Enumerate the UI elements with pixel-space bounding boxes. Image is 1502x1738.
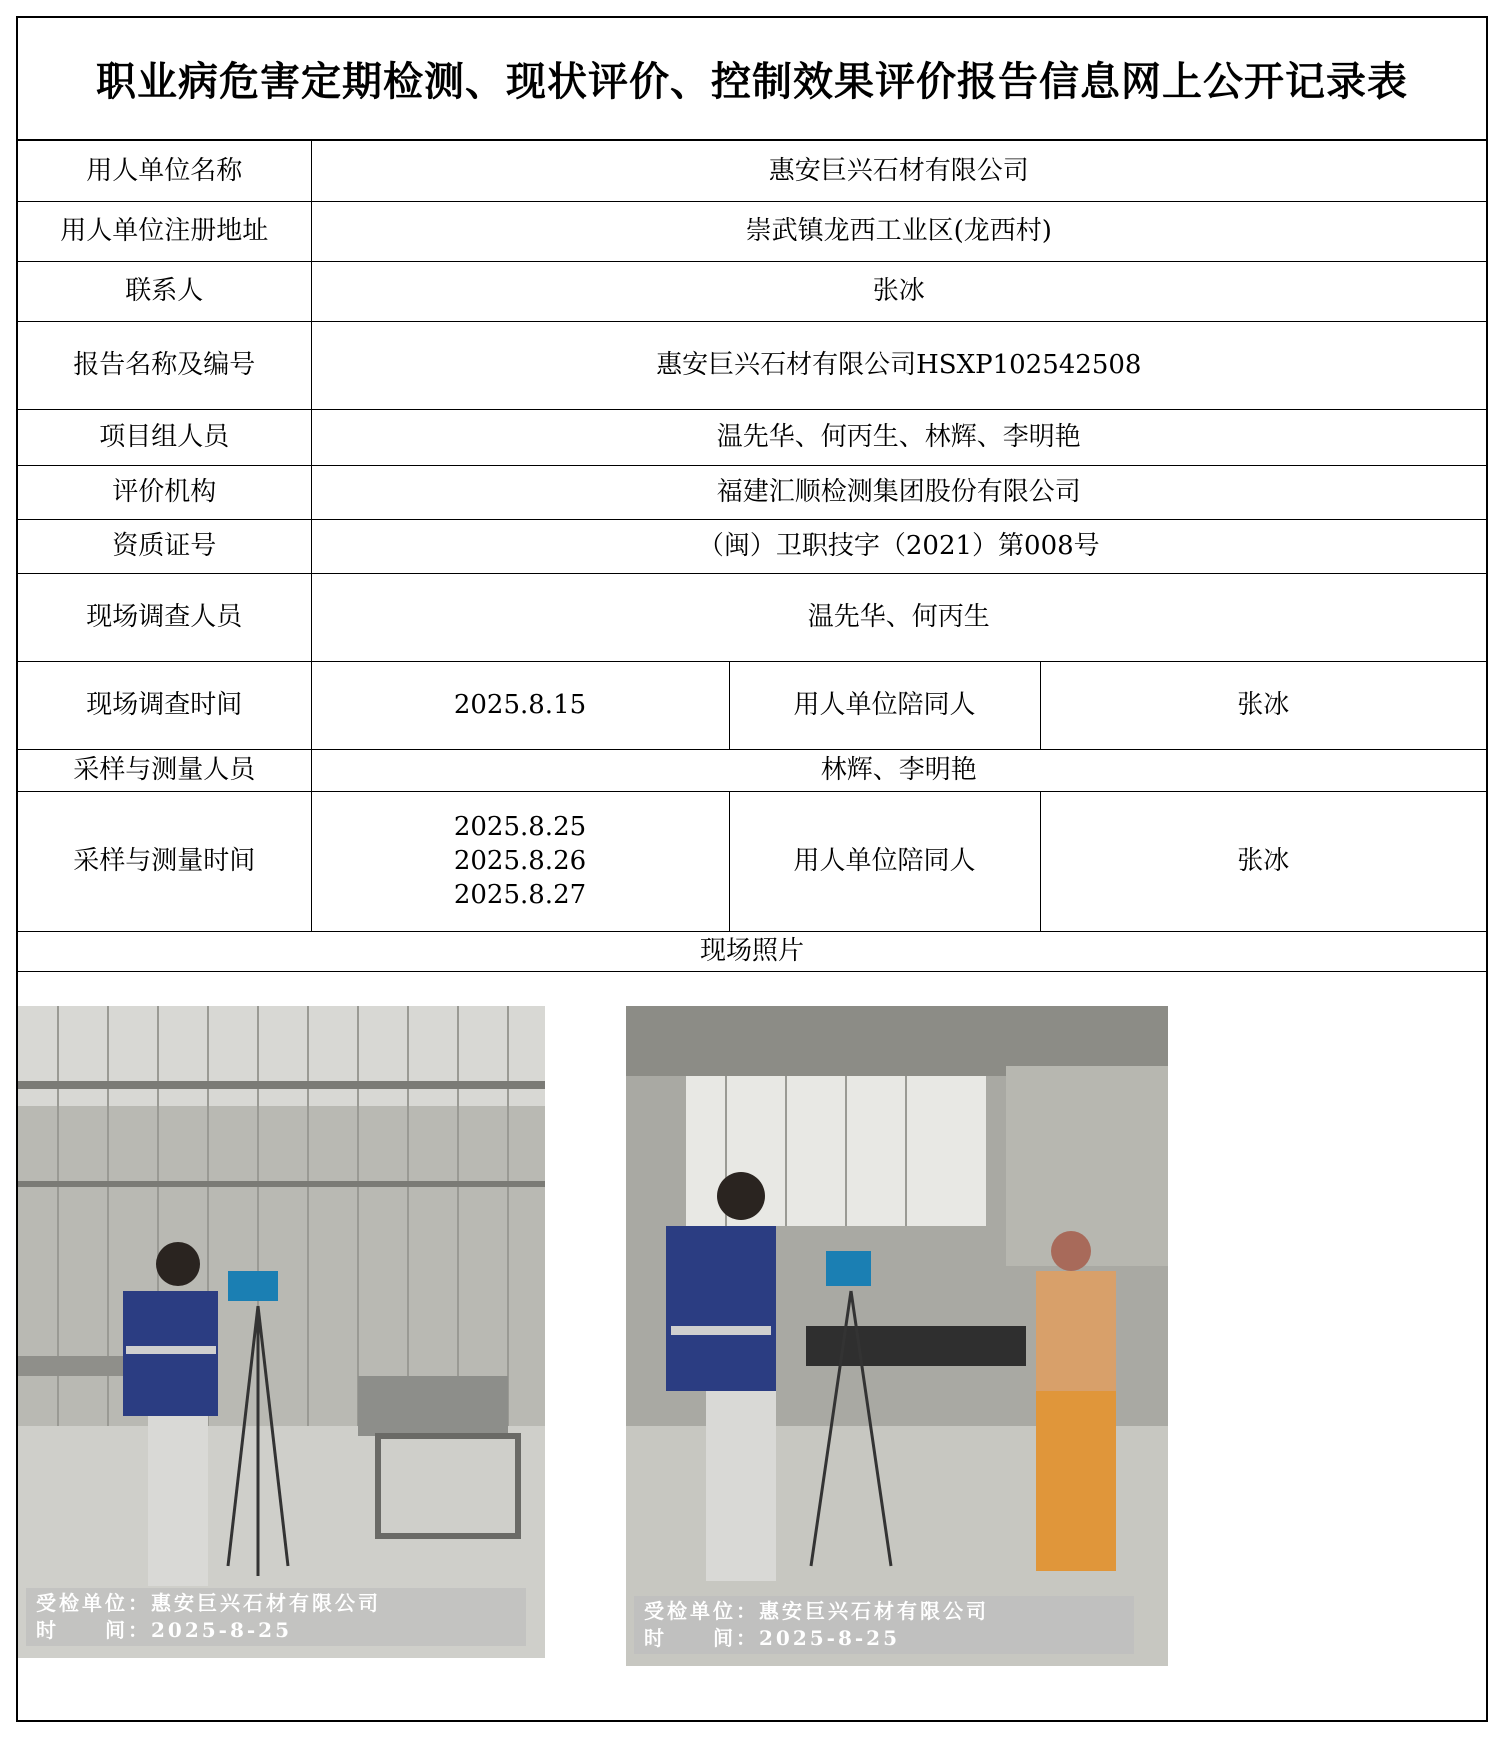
- row-sampling-staff: [18, 749, 1486, 791]
- label-agency: 评价机构: [18, 465, 311, 519]
- stamp-time: 时 间：2025-8-25: [36, 1618, 293, 1642]
- record-sheet: [16, 16, 1488, 1722]
- sampling-date: 2025.8.26: [453, 846, 587, 876]
- row-license: [18, 519, 1486, 573]
- value-license: （闽）卫职技字（2021）第008号: [311, 519, 1486, 573]
- label-report: 报告名称及编号: [18, 321, 311, 409]
- site-photo-2: [626, 1006, 1168, 1666]
- row-employer-name: [18, 141, 1486, 201]
- page-title: 职业病危害定期检测、现状评价、控制效果评价报告信息网上公开记录表: [18, 18, 1486, 141]
- label-survey-time: 现场调查时间: [18, 661, 311, 749]
- value-sampling-staff: 林辉、李明艳: [311, 749, 1486, 791]
- row-report: [18, 321, 1486, 409]
- value-survey-staff: 温先华、何丙生: [311, 573, 1486, 661]
- stamp-unit: 受检单位：惠安巨兴石材有限公司: [36, 1591, 381, 1615]
- label-sampling-staff: 采样与测量人员: [18, 749, 311, 791]
- row-survey-time: [18, 661, 1486, 749]
- factory-scene-image: [18, 1006, 545, 1658]
- label-sampling-time: 采样与测量时间: [18, 791, 311, 931]
- value-report: 惠安巨兴石材有限公司HSXP102542508: [311, 321, 1486, 409]
- label-employer-name: 用人单位名称: [18, 141, 311, 201]
- workshop-scene-image: [626, 1006, 1168, 1666]
- value-agency: 福建汇顺检测集团股份有限公司: [311, 465, 1486, 519]
- label-license: 资质证号: [18, 519, 311, 573]
- label-contact: 联系人: [18, 261, 311, 321]
- value-sampling-companion: 张冰: [1040, 791, 1486, 931]
- photo-stamp: [634, 1596, 1134, 1654]
- photo-stamp: [26, 1588, 526, 1646]
- row-employer-address: [18, 201, 1486, 261]
- value-employer-name: 惠安巨兴石材有限公司: [311, 141, 1486, 201]
- site-photo-1: [18, 1006, 545, 1658]
- value-employer-address: 崇武镇龙西工业区(龙西村): [311, 201, 1486, 261]
- sampling-date: 2025.8.27: [453, 880, 587, 910]
- row-survey-staff: [18, 573, 1486, 661]
- value-contact: 张冰: [311, 261, 1486, 321]
- label-survey-companion: 用人单位陪同人: [729, 661, 1040, 749]
- photos-header: 现场照片: [18, 931, 1486, 971]
- row-team: [18, 409, 1486, 465]
- row-contact: [18, 261, 1486, 321]
- stamp-time: 时 间：2025-8-25: [644, 1626, 901, 1650]
- label-survey-staff: 现场调查人员: [18, 573, 311, 661]
- info-table: [18, 141, 1486, 972]
- label-sampling-companion: 用人单位陪同人: [729, 791, 1040, 931]
- label-employer-address: 用人单位注册地址: [18, 201, 311, 261]
- photos-area: [18, 868, 1486, 1720]
- value-team: 温先华、何丙生、林辉、李明艳: [311, 409, 1486, 465]
- sampling-date: 2025.8.25: [453, 812, 587, 842]
- stamp-unit: 受检单位：惠安巨兴石材有限公司: [644, 1599, 989, 1623]
- label-team: 项目组人员: [18, 409, 311, 465]
- row-agency: [18, 465, 1486, 519]
- value-survey-time: 2025.8.15: [311, 661, 729, 749]
- value-survey-companion: 张冰: [1040, 661, 1486, 749]
